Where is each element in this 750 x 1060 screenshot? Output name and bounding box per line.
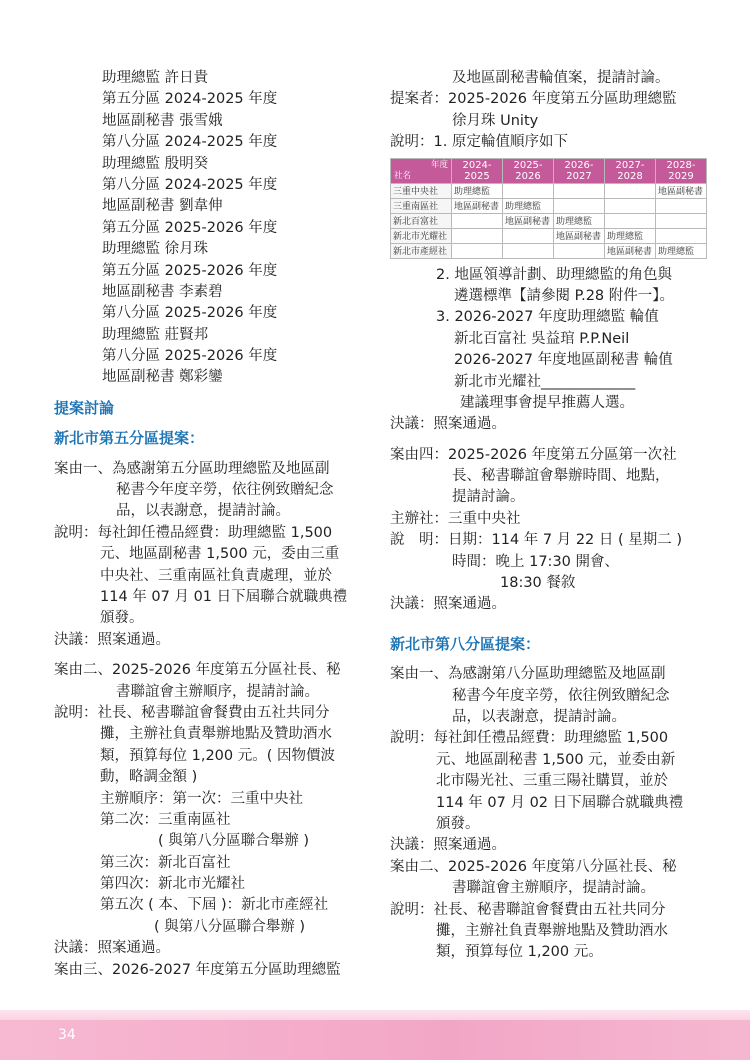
text-line: 案由一、為感謝第五分區助理總監及地區副 [54,460,330,477]
text-line: 動，略調金額 ) [100,769,198,786]
text-line: 第五分區 2025-2026 年度 [102,262,278,279]
role-cell [656,228,707,243]
text-line: 114 年 07 月 01 日下屆聯合就職典禮 [100,588,348,605]
rotation-table [390,158,707,259]
text-line: 頒發。 [100,610,144,627]
year-header: 2024- 2025 [452,158,503,183]
year-header: 2028- 2029 [656,158,707,183]
text-line: 助理總監 莊賢邦 [102,326,209,343]
text-line: 第三次：新北百富社 [100,854,231,871]
role-cell: 地區副秘書 [503,213,554,228]
role-cell: 地區副秘書 [554,228,605,243]
spacer [54,450,372,459]
text-line: 長、秘書聯誼會舉辦時間、地點， [452,468,670,485]
text-line: 攤，主辦社負責舉辦地點及贊助酒水 [100,726,332,743]
year-header: 2026- 2027 [554,158,605,183]
text-line: 品，以表謝意，提請討論。 [452,708,626,725]
text-line: 說明：每社卸任禮品經費：助理總監 1,500 [390,730,669,747]
corner-year-label: 年度 [430,159,448,170]
text-line: 提案者：2025-2026 年度第五分區助理總監 [390,91,677,108]
role-cell [503,183,554,198]
text-line: 說明：1. 原定輪值順序如下 [390,134,568,151]
text-line: 建議理事會提早推薦人選。 [460,394,634,411]
text-line: 決議：照案通過。 [54,631,170,648]
text-line: 第二次：三重南區社 [100,811,231,828]
text-line: 類，預算每位 1,200 元。 [436,944,603,961]
text-line: ( 與第八分區聯合舉辦 ) [154,918,306,935]
text-line: 秘書今年度辛勞，依往例致贈紀念 [116,482,334,499]
text-line: 案由三、2026-2027 年度第五分區助理總監 [54,961,341,978]
text-line: 第八分區 2025-2026 年度 [102,305,278,322]
text-line: 說 明：日期：114 年 7 月 22 日 ( 星期二 ) [390,532,683,549]
text-line: 案由二、2025-2026 年度第八分區社長、秘 [390,858,677,875]
role-cell: 助理總監 [554,213,605,228]
right-bottom-text [390,265,710,964]
text-line: 遴選標準【請參閱 P.28 附件一】。 [454,287,675,304]
section-heading: 新北市第五分區提案： [54,429,205,448]
text-line: 新北市光耀社_____________ [454,373,636,390]
text-line: 地區副秘書 張雪娥 [102,112,223,129]
text-line: 案由四：2025-2026 年度第五分區第一次社 [390,446,677,463]
text-line: 中央社、三重南區社負責處理，並於 [100,567,332,584]
role-cell [452,243,503,258]
role-cell: 地區副秘書 [656,183,707,198]
table-row [391,198,707,213]
text-line: 助理總監 許日貴 [102,70,209,86]
text-line: 說明：社長、秘書聯誼會餐費由五社共同分 [390,901,666,918]
text-line: 徐月珠 Unity [452,112,539,129]
text-line: 第四次：新北市光耀社 [100,876,245,893]
text-line: 案由二、2025-2026 年度第五分區社長、秘 [54,662,341,679]
text-line: 3. 2026-2027 年度助理總監 輪值 [436,309,659,326]
spacer [390,655,710,664]
text-line: 第八分區 2024-2025 年度 [102,176,278,193]
spacer [390,436,710,445]
text-line: 類，預算每位 1,200 元。( 因物價波 [100,747,335,764]
year-header: 2027- 2028 [605,158,656,183]
role-cell: 助理總監 [656,243,707,258]
text-line: 2. 地區領導計劃、助理總監的角色與 [436,266,672,283]
text-line: 提請討論。 [452,489,525,506]
text-line: 說明：每社卸任禮品經費：助理總監 1,500 [54,524,333,541]
spacer [54,389,372,398]
page-number: 34 [58,1027,76,1043]
role-cell [554,243,605,258]
text-line: 新北百富社 吳益琯 P.P.Neil [454,330,630,347]
text-line: 書聯誼會主辦順序，提請討論。 [116,683,319,700]
text-line: 決議：照案通過。 [390,837,506,854]
role-cell [605,213,656,228]
text-line: 說明：社長、秘書聯誼會餐費由五社共同分 [54,704,330,721]
text-line: 決議：照案通過。 [390,596,506,613]
role-cell [554,198,605,213]
text-line: 地區副秘書 劉韋伸 [102,198,223,215]
text-line: 第八分區 2025-2026 年度 [102,348,278,365]
text-line: 及地區副秘書輪值案，提請討論。 [452,70,670,86]
role-cell: 地區副秘書 [452,198,503,213]
year-header: 2025- 2026 [503,158,554,183]
role-cell: 地區副秘書 [605,243,656,258]
text-line: 助理總監 徐月珠 [102,241,209,258]
text-line: 第五分區 2025-2026 年度 [102,219,278,236]
text-line: 決議：照案通過。 [54,940,170,957]
left-column [54,68,372,981]
text-line: 北市陽光社、三重三陽社購買，並於 [436,773,668,790]
right-top-text [390,68,710,154]
table-row [391,183,707,198]
role-cell [503,228,554,243]
role-cell [656,198,707,213]
rotation-table-body [391,183,707,258]
text-line: 元、地區副秘書 1,500 元，委由三重 [100,546,340,563]
text-line: 2026-2027 年度地區副秘書 輪值 [454,352,673,369]
text-line: 秘書今年度辛勞，依往例致贈紀念 [452,687,670,704]
text-line: 主辦社：三重中央社 [390,510,521,527]
section-heading: 新北市第八分區提案： [390,634,541,653]
text-line: 品，以表謝意，提請討論。 [116,503,290,520]
role-cell [503,243,554,258]
text-line: 攤，主辦社負責舉辦地點及贊助酒水 [436,922,668,939]
role-cell [605,198,656,213]
right-column [390,68,710,964]
text-line: 時間：晚上 17:30 開會、 [452,553,620,570]
table-row [391,243,707,258]
text-line: 助理總監 殷明癸 [102,155,209,172]
corner-club-label: 社名 [394,170,412,181]
spacer [54,651,372,660]
club-name-cell: 三重中央社 [391,183,452,198]
text-line: 18:30 餐敘 [500,575,576,592]
text-line: 第八分區 2024-2025 年度 [102,134,278,151]
text-line: 第五次 ( 本、下屆 )：新北市產經社 [100,897,329,914]
role-cell [554,183,605,198]
role-cell [452,213,503,228]
text-line: 114 年 07 月 02 日下屆聯合就職典禮 [436,794,684,811]
role-cell: 助理總監 [503,198,554,213]
role-cell [452,228,503,243]
table-row [391,228,707,243]
role-cell [605,183,656,198]
club-name-cell: 新北市產經社 [391,243,452,258]
role-cell: 助理總監 [452,183,503,198]
table-row [391,213,707,228]
role-cell [656,213,707,228]
text-line: 主辦順序：第一次：三重中央社 [100,790,303,807]
club-name-cell: 三重南區社 [391,198,452,213]
spacer [390,625,710,634]
text-line: 書聯誼會主辦順序，提請討論。 [452,880,655,897]
text-line: 地區副秘書 鄭彩鑾 [102,369,223,386]
club-name-cell: 新北百富社 [391,213,452,228]
text-line: 頒發。 [436,815,480,832]
spacer [390,616,710,625]
section-heading: 提案討論 [54,398,115,417]
text-line: 第五分區 2024-2025 年度 [102,91,278,108]
table-corner-cell [391,158,452,183]
rotation-table-header-row [391,158,707,183]
text-line: 案由一、為感謝第八分區助理總監及地區副 [390,666,666,683]
spacer [54,419,372,428]
text-line: 地區副秘書 李素碧 [102,283,223,300]
text-line: 決議：照案通過。 [390,416,506,433]
role-cell: 助理總監 [605,228,656,243]
club-name-cell: 新北市光耀社 [391,228,452,243]
footer-band [0,1020,750,1060]
text-line: 元、地區副秘書 1,500 元，並委由新 [436,751,676,768]
text-line: ( 與第八分區聯合舉辦 ) [158,833,310,850]
